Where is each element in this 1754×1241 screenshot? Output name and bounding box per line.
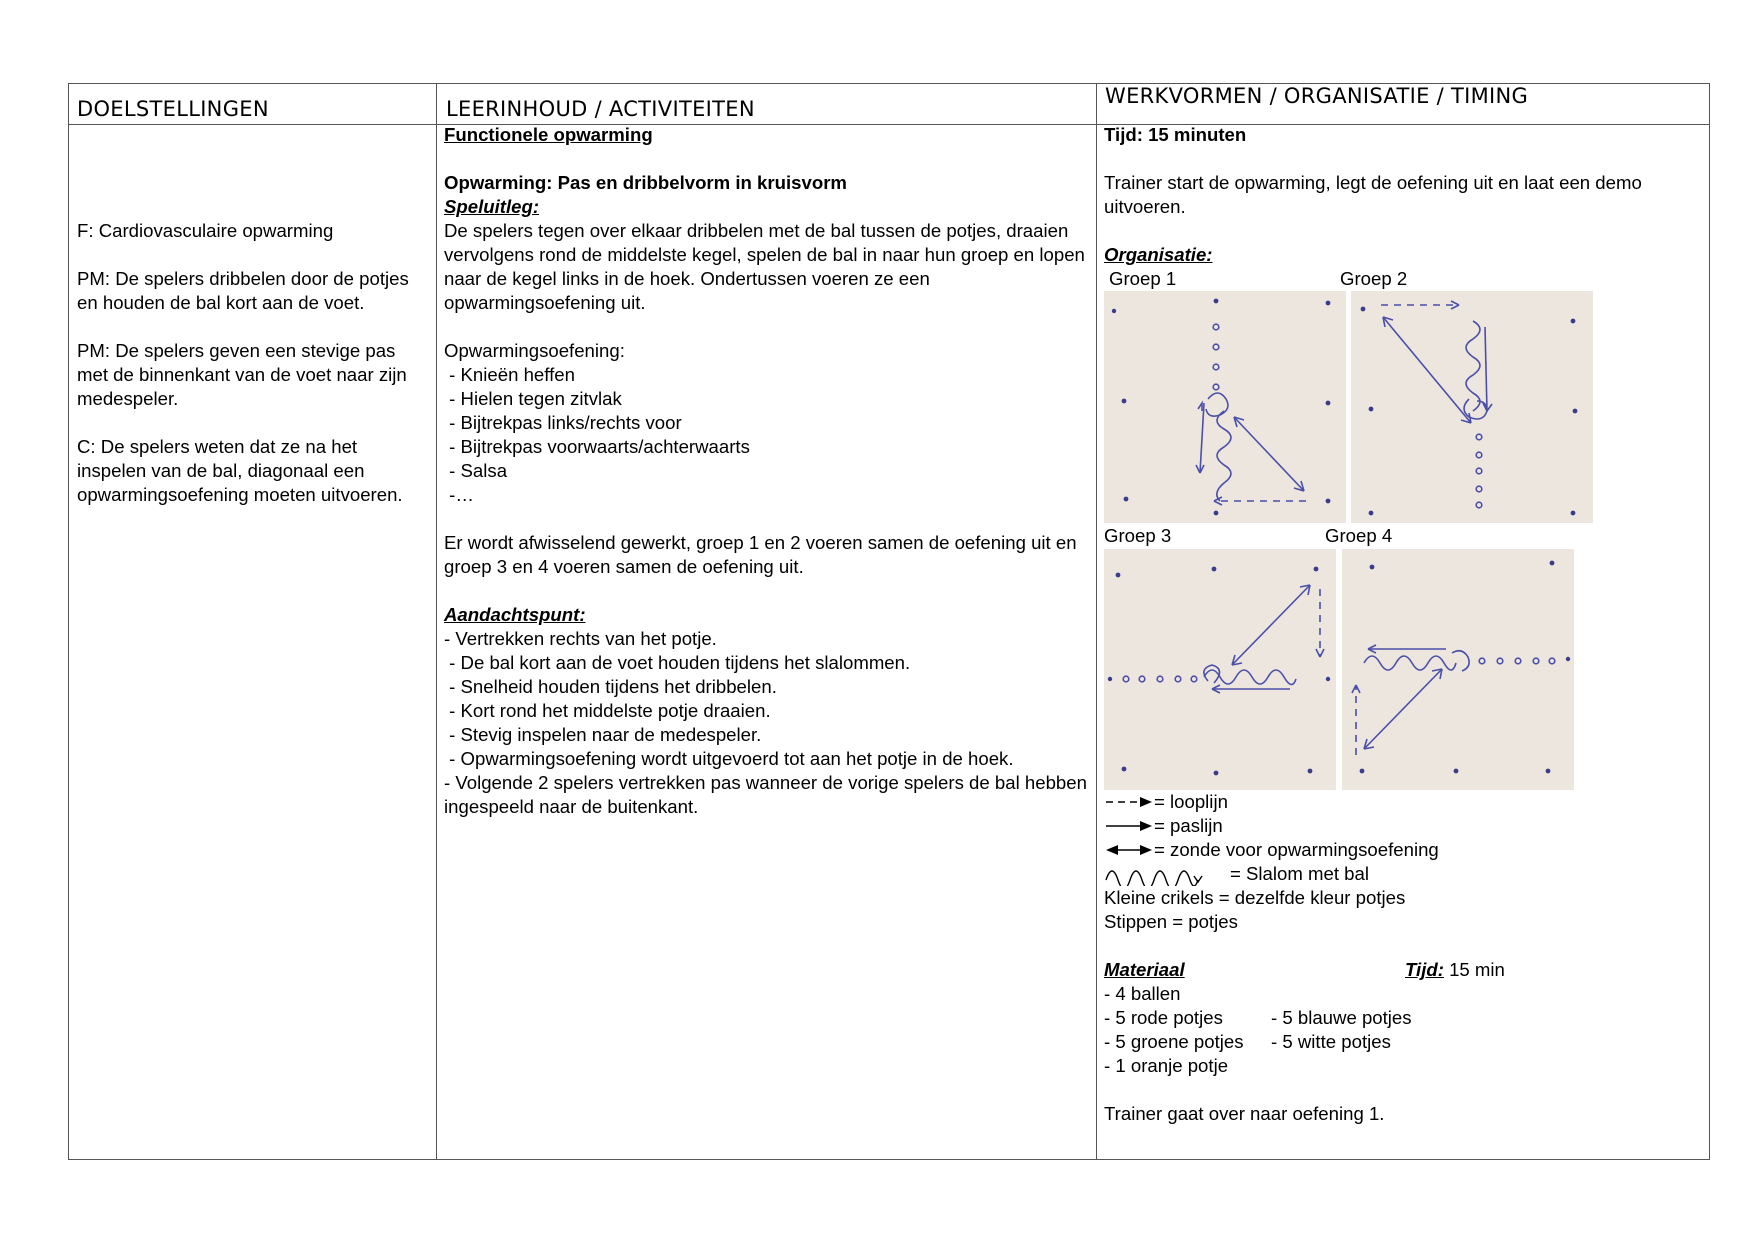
opwarming-item: - Bijtrekpas voorwaarts/achterwaarts	[444, 436, 750, 457]
aandachtspunt-item: - Stevig inspelen naar de medespeler.	[444, 724, 762, 745]
diagram-group-1	[1104, 291, 1346, 523]
legend-looplijn	[1104, 790, 1704, 814]
column-divider	[436, 84, 437, 1159]
closing-text: Trainer gaat over naar oefening 1.	[1104, 1103, 1385, 1124]
materiaal-label: Materiaal	[1104, 959, 1185, 980]
opwarming-item: - Knieën heffen	[444, 364, 575, 385]
organisatie-label: Organisatie:	[1104, 244, 1213, 265]
intro-text: Trainer start de opwarming, legt de oefening uit en laat een demo uitvoeren.	[1104, 172, 1642, 217]
legend-paslijn	[1104, 814, 1704, 838]
material-item: - 5 rode potjes	[1104, 1007, 1223, 1028]
group-label-1: Groep 1	[1109, 268, 1177, 289]
material-item: - 1 oranje potje	[1104, 1055, 1229, 1076]
column-divider	[1096, 84, 1097, 1159]
aandachtspunt-item: - De bal kort aan de voet houden tijdens het slalommen.	[444, 652, 911, 673]
wave-icon	[1104, 862, 1228, 886]
legend-label: = looplijn	[1154, 791, 1228, 812]
speluitleg-text: De spelers tegen over elkaar dribbelen met de bal tussen de potjes, draaien vervolgens rond de middelste kegel, spelen de bal in naar hun groep en lopen naar de kegel links in de hoek. Ondertussen voeren ze een opwarmingsoefening uit.	[444, 220, 1085, 313]
double-arrow-icon	[1104, 843, 1154, 857]
aandachtspunt-label: Aandachtspunt:	[444, 604, 586, 625]
aandachtspunt-item: - Kort rond het middelste potje draaien.	[444, 700, 771, 721]
material-item: - 4 ballen	[1104, 983, 1181, 1004]
dashed-arrow-icon	[1104, 795, 1154, 809]
diagram-group-3	[1104, 549, 1336, 790]
goal-item: PM: De spelers geven een stevige pas met de binnenkant van de voet naar zijn medespeler.	[77, 340, 407, 409]
doelstellingen-column	[77, 219, 422, 507]
werkvormen-column	[1104, 123, 1704, 291]
group-labels-bottom	[1104, 524, 1704, 548]
legend-label: = Slalom met bal	[1230, 863, 1369, 884]
opwarming-item: - Salsa	[444, 460, 508, 481]
aandachtspunt-item: - Opwarmingsoefening wordt uitgevoerd tot aan het potje in de hoek.	[444, 748, 1014, 769]
legend-label: = paslijn	[1154, 815, 1223, 836]
exercise-title: Opwarming: Pas en dribbelvorm in kruisvorm	[444, 172, 847, 193]
diagram-group-4	[1342, 549, 1574, 790]
materiaal-header	[1104, 958, 1704, 982]
leerinhoud-column	[444, 123, 1092, 819]
material-row	[1104, 1030, 1704, 1054]
legend-slalom	[1104, 862, 1704, 886]
solid-arrow-icon	[1104, 819, 1154, 833]
legend-zonde	[1104, 838, 1704, 862]
goal-item: C: De spelers weten dat ze na het inspelen van de bal, diagonaal een opwarmingsoefening moeten uitvoeren.	[77, 436, 403, 505]
opwarming-item: - Bijtrekpas links/rechts voor	[444, 412, 682, 433]
tijd-label: Tijd:	[1405, 959, 1444, 980]
opwarming-label: Opwarmingsoefening:	[444, 340, 625, 361]
section-title: Functionele opwarming	[444, 124, 653, 145]
material-row	[1104, 1006, 1704, 1030]
goal-item: PM: De spelers dribbelen door de potjes en houden de bal kort aan de voet.	[77, 268, 409, 313]
material-row	[1104, 1054, 1704, 1078]
lesson-table	[68, 83, 1710, 1160]
afwisselend-text: Er wordt afwisselend gewerkt, groep 1 en 2 voeren samen de oefening uit en groep 3 en 4 voeren samen de oefening uit.	[444, 532, 1077, 577]
material-item: - 5 blauwe potjes	[1271, 1007, 1412, 1028]
tijd-value: 15 min	[1449, 959, 1505, 980]
stippen-note: Stippen = potjes	[1104, 911, 1238, 932]
material-item: - 5 groene potjes	[1104, 1031, 1244, 1052]
aandachtspunt-item: - Vertrekken rechts van het potje.	[444, 628, 717, 649]
header-doelstellingen: DOELSTELLINGEN	[77, 97, 269, 121]
opwarming-item: - Hielen tegen zitvlak	[444, 388, 622, 409]
group-label-3: Groep 3	[1104, 525, 1172, 546]
group-label-2: Groep 2	[1340, 268, 1408, 289]
group-label-4: Groep 4	[1325, 525, 1393, 546]
tijd-row	[1405, 958, 1505, 982]
goal-item: F: Cardiovasculaire opwarming	[77, 220, 334, 241]
material-row	[1104, 982, 1704, 1006]
speluitleg-label: Speluitleg:	[444, 196, 540, 217]
tijd-heading: Tijd: 15 minuten	[1104, 124, 1247, 145]
diagram-group-2	[1351, 291, 1593, 523]
header-werkvormen: WERKVORMEN / ORGANISATIE / TIMING	[1105, 84, 1529, 108]
legend-label: = zonde voor opwarmingsoefening	[1154, 839, 1439, 860]
legend-and-material	[1104, 790, 1704, 1126]
header-leerinhoud: LEERINHOUD / ACTIVITEITEN	[446, 97, 755, 121]
material-item: - 5 witte potjes	[1271, 1031, 1391, 1052]
opwarming-item: -…	[444, 484, 474, 505]
aandachtspunt-item: - Snelheid houden tijdens het dribbelen.	[444, 676, 777, 697]
kleine-crikels-note: Kleine crikels = dezelfde kleur potjes	[1104, 887, 1406, 908]
aandachtspunt-item: - Volgende 2 spelers vertrekken pas wanneer de vorige spelers de bal hebben ingespeeld naar de buitenkant.	[444, 772, 1087, 817]
